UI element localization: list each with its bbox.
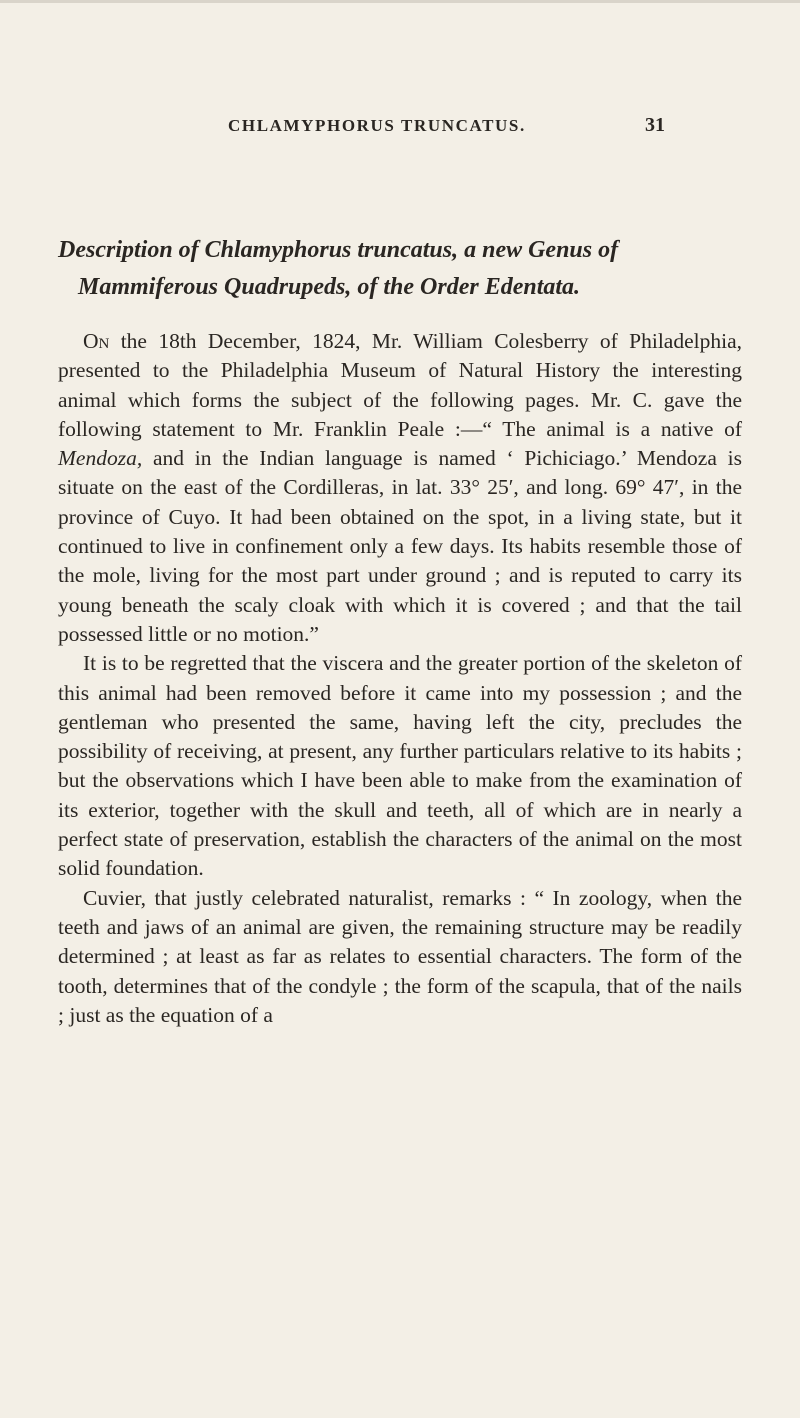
page-number: 31 — [645, 114, 665, 136]
paragraph-1-italic-place: Mendoza, — [58, 446, 143, 471]
running-head — [0, 116, 800, 146]
paragraph-1 — [58, 327, 742, 649]
heading-line-1: Description of Chlamyphorus truncatus, a new Genus of — [58, 237, 619, 263]
paragraph-1-part-b: and in the Indian language is named ‘ Pichiciago.’ Mendoza is situate on the east of the Cordilleras, in lat. 33° 25′, and long. 69° 47′, in the province of Cuyo. It had been obtained on the spot, in a living state, but it continued to live in confinement only a few days. Its habits resemble those of the mole, living for the most part under ground ; and is reputed to carry its young beneath the scaly cloak with which it is covered ; and that the tail possessed little or no motion.” — [58, 446, 742, 646]
running-title: CHLAMYPHORUS TRUNCATUS. — [228, 116, 526, 135]
heading-line-2: Mammiferous Quadrupeds, of the Order Edentata. — [78, 274, 581, 300]
paragraph-1-part-a: the 18th December, 1824, Mr. William Colesberry of Philadelphia, presented to the Philadelphia Museum of Natural History the interesting animal which forms the subject of the following pages. Mr. C. gave the following statement to Mr. Franklin Peale :—“ The animal is a native of — [58, 329, 742, 441]
article-heading — [58, 232, 748, 306]
paragraph-2: It is to be regretted that the viscera and the greater portion of the skeleton of this animal had been removed before it came into my possession ; and the gentleman who presented the same, having left the city, precludes the possibility of receiving, at present, any further particulars relative to its habits ; but the observations which I have been able to make from the examination of its exterior, together with the skull and teeth, all of which are in nearly a perfect state of preservation, establish the characters of the animal on the most solid foundation. — [58, 651, 742, 881]
paragraph-1-lead: On — [83, 329, 110, 353]
page-edge-rule — [0, 0, 800, 3]
paragraph-3: Cuvier, that justly celebrated naturalist, remarks : “ In zoology, when the teeth and jaws of an animal are given, the remaining structure may be readily determined ; at least as far as relates to essential characters. The form of the tooth, determines that of the condyle ; the form of the scapula, that of the nails ; just as the equation of a — [58, 885, 742, 1027]
body-text — [58, 327, 742, 1030]
